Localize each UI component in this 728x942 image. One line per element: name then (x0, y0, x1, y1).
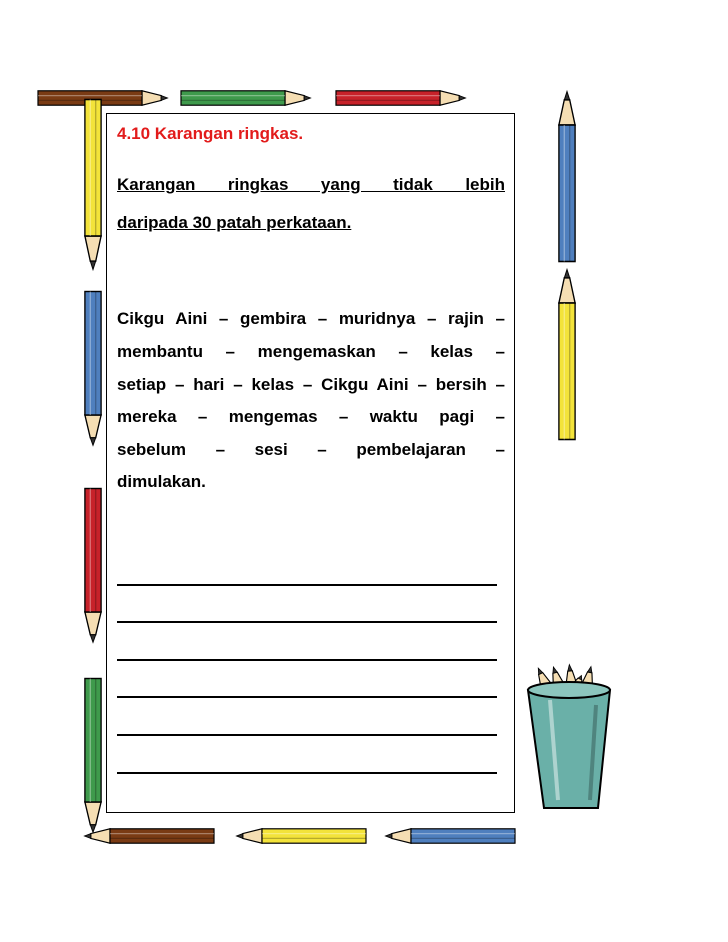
prompt-line: dimulakan. (117, 472, 206, 491)
prompt-line: sebelum – sesi – pembelajaran – (117, 440, 505, 459)
pencil-cup-icon (528, 664, 610, 808)
answer-writing-line[interactable] (117, 734, 497, 736)
answer-writing-line[interactable] (117, 772, 497, 774)
answer-writing-line[interactable] (117, 696, 497, 698)
pencil-icon (385, 829, 515, 843)
pencil-icon (38, 91, 168, 105)
pencil-icon (85, 292, 101, 446)
instruction-line: Karangan ringkas yang tidak lebih (117, 175, 505, 194)
prompt-line: membantu – mengemaskan – kelas – (117, 342, 505, 361)
pencil-icon (559, 269, 575, 439)
prompt-line: mereka – mengemas – waktu pagi – (117, 407, 505, 426)
pencil-icon (85, 489, 101, 643)
prompt-line: setiap – hari – kelas – Cikgu Aini – bersih – (117, 375, 505, 394)
answer-writing-line[interactable] (117, 659, 497, 661)
prompt-line: Cikgu Aini – gembira – muridnya – rajin – (117, 309, 505, 328)
pencil-icon (236, 829, 366, 843)
pencil-icon (84, 829, 214, 843)
answer-writing-line[interactable] (117, 584, 497, 586)
pencil-icon (181, 91, 311, 105)
pencil-icon (336, 91, 466, 105)
answer-writing-line[interactable] (117, 621, 497, 623)
pencil-icon (85, 100, 101, 270)
instruction-line: daripada 30 patah perkataan. (117, 213, 352, 232)
worksheet-title: 4.10 Karangan ringkas. (117, 124, 304, 143)
pencil-icon (85, 679, 101, 833)
pencil-icon (559, 91, 575, 261)
